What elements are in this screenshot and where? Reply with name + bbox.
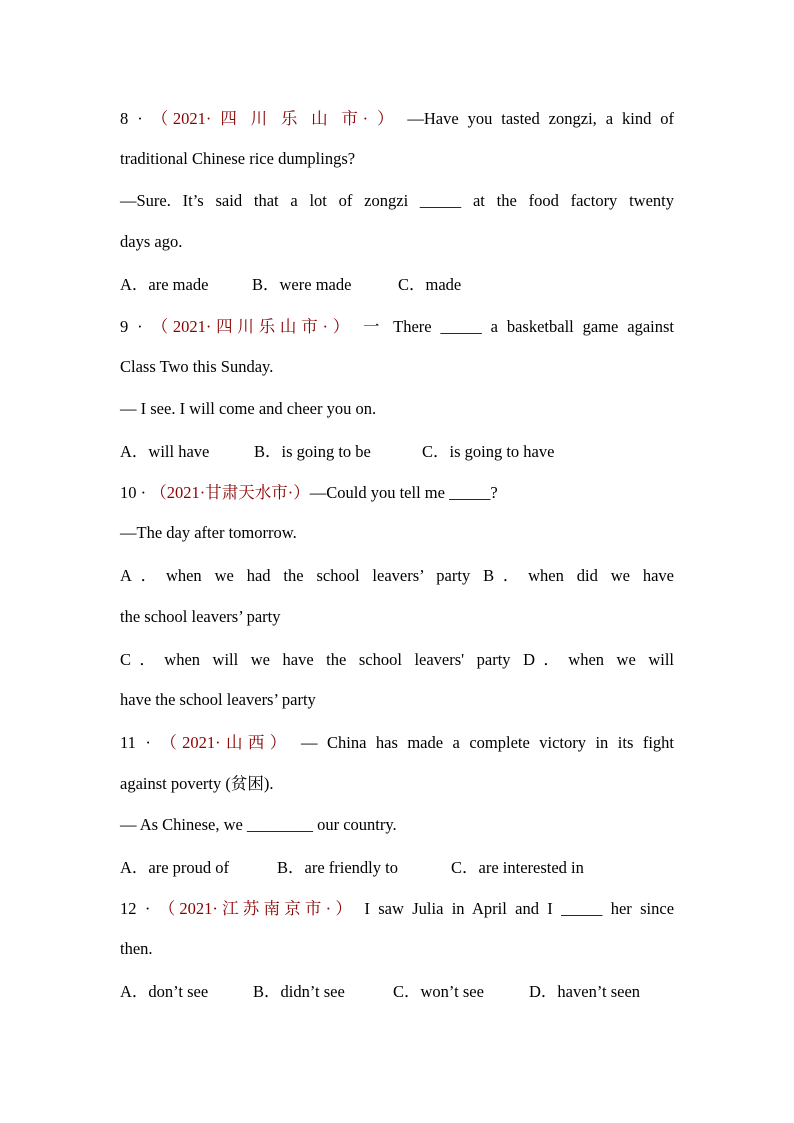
question-number: 9 [120,317,129,336]
option-d: D．when we will [523,650,674,669]
question-source: （2021·山西） [160,733,292,752]
question-dot: · [144,899,151,918]
option-c: C．is going to have [422,442,555,461]
question-9-line-2: Class Two this Sunday. [120,357,274,376]
question-dot: · [145,733,151,752]
option-d: D．haven’t seen [529,982,641,1001]
question-number: 8 [120,109,129,128]
option-c: C．won’t see [393,982,484,1001]
question-source: （2021·江苏南京市·） [158,899,357,918]
question-8-line-2: traditional Chinese rice dumplings? [120,149,356,168]
question-8-options [120,274,674,296]
option-b: B．is going to be [254,442,371,461]
question-dot: · [137,109,143,128]
question-number: 11 [120,733,136,752]
option-a: A．don’t see [120,982,209,1001]
question-10-reply-1: —The day after tomorrow. [120,523,297,542]
question-stem: 一 There _____ a basketball game against [362,317,675,336]
option-a: A．when we had the school leavers’ party [120,566,471,585]
question-8-reply-2: days ago. [120,232,183,251]
question-stem: I saw Julia in April and I _____ her since [364,899,675,918]
question-8-reply-1: —Sure. It’s said that a lot of zongzi _____ at the food factory twenty [120,191,674,210]
question-9-options [120,441,674,463]
question-number: 10 [120,483,137,502]
question-source: （2021· 四 川 乐 山 市· ） [151,109,399,128]
option-b: B．when did we have [483,566,674,585]
question-9-reply-1: — I see. I will come and cheer you on. [120,399,377,418]
question-10-options-line-3 [120,649,674,671]
question-11-line-1 [120,732,674,754]
question-source: （2021·四川乐山市·） [151,317,355,336]
question-8-line-1 [120,108,674,130]
option-a: A．are made [120,275,209,294]
question-12-options [120,981,674,1003]
option-b: B．are friendly to [277,858,398,877]
question-source: （2021·甘肃天水市·） [150,483,310,502]
question-11-options [120,857,674,879]
question-12-line-1 [120,898,674,920]
question-11-line-2: against poverty (贫困). [120,774,274,793]
option-a: A．are proud of [120,858,230,877]
question-dot: · [140,483,147,502]
option-b: B．didn’t see [253,982,345,1001]
question-stem: —Have you tasted zongzi, a kind of [407,109,674,128]
question-10-line-1 [120,482,674,504]
question-9-line-1 [120,316,674,338]
question-12-line-2: then. [120,939,153,958]
question-10-options-line-1 [120,565,674,587]
option-c: C．are interested in [451,858,584,877]
question-10-options-line-2: the school leavers’ party [120,607,281,626]
option-c: C．when will we have the school leavers' party [120,650,511,669]
option-a: A．will have [120,442,210,461]
question-10-options-line-4: have the school leavers’ party [120,690,316,709]
question-number: 12 [120,899,137,918]
question-stem: —Could you tell me _____? [309,483,498,502]
question-11-reply-1: — As Chinese, we ________ our country. [120,815,397,834]
question-stem: — China has made a complete victory in its fight [301,733,674,752]
option-b: B．were made [252,275,352,294]
option-c: C．made [398,275,462,294]
question-dot: · [137,317,143,336]
